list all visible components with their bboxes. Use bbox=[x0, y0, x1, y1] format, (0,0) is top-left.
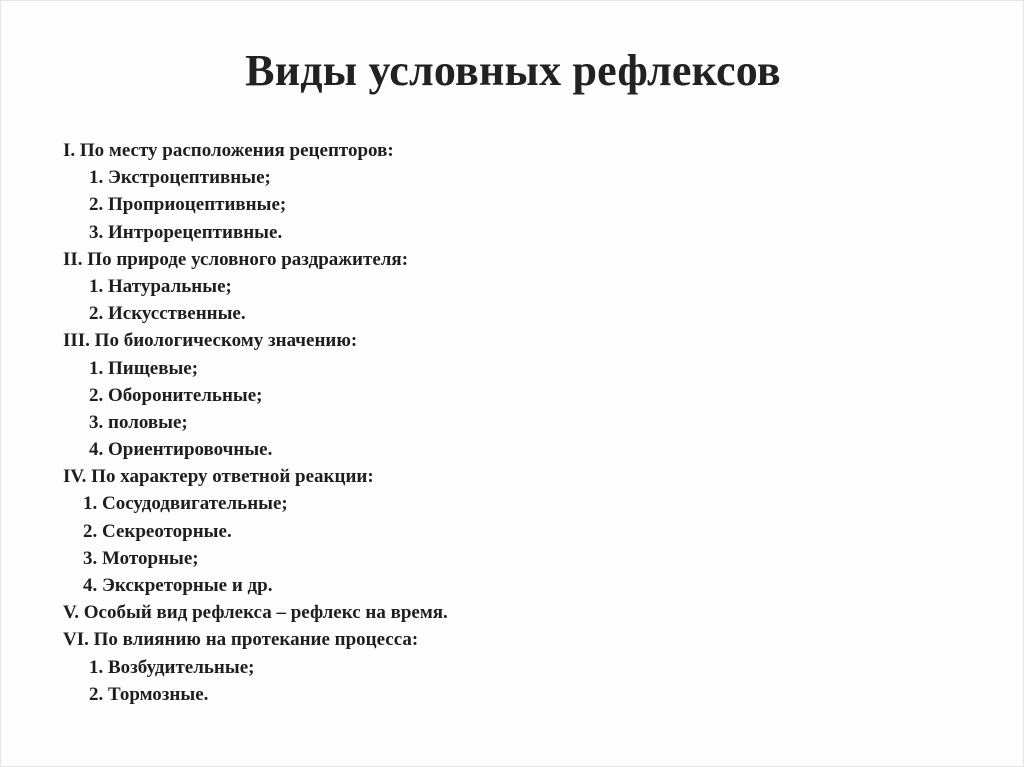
list-item: 2. Секреоторные. bbox=[83, 520, 232, 542]
section-heading: V. Особый вид рефлекса – рефлекс на время. bbox=[63, 602, 448, 624]
section-stimulus-nature bbox=[63, 246, 983, 328]
section-heading: II. По природе условного раздражителя: bbox=[63, 248, 409, 270]
section-response-type bbox=[63, 463, 983, 599]
list-item: 2. Тормозные. bbox=[89, 683, 209, 705]
list-item: 4. Ориентировочные. bbox=[89, 439, 273, 461]
list-item: 3. половые; bbox=[89, 411, 188, 433]
list-item: 3. Интрорецептивные. bbox=[89, 221, 283, 243]
section-heading: I. По месту расположения рецепторов: bbox=[63, 140, 394, 161]
list-item: 1. Натуральные; bbox=[89, 275, 232, 297]
section-receptor-location bbox=[63, 137, 983, 246]
list-item: 1. Пищевые; bbox=[89, 357, 199, 379]
section-heading: III. По биологическому значению: bbox=[63, 330, 358, 352]
section-process-influence bbox=[63, 626, 983, 708]
classification-list bbox=[63, 137, 983, 708]
section-heading: IV. По характеру ответной реакции: bbox=[63, 466, 374, 488]
list-item: 3. Моторные; bbox=[83, 547, 199, 569]
list-item: 2. Проприоцептивные; bbox=[89, 194, 287, 216]
list-item: 4. Экскреторные и др. bbox=[83, 575, 273, 596]
section-heading: VI. По влиянию на протекание процесса: bbox=[63, 629, 419, 651]
list-item: 2. Искусственные. bbox=[89, 303, 246, 325]
list-item: 1. Сосудодвигательные; bbox=[83, 493, 288, 515]
list-item: 2. Оборонительные; bbox=[89, 384, 263, 406]
slide-title: Виды условных рефлексов bbox=[245, 46, 781, 95]
section-biological-significance bbox=[63, 327, 983, 463]
list-item: 1. Возбудительные; bbox=[89, 656, 255, 678]
section-time-reflex bbox=[63, 599, 983, 626]
list-item: 1. Экстроцептивные; bbox=[89, 167, 271, 189]
